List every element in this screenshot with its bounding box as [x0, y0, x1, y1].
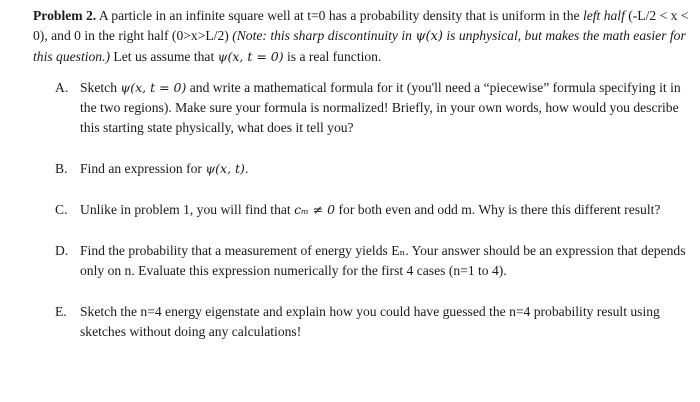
part-c [33, 200, 690, 220]
part-letter: B. [55, 161, 68, 176]
part-text: . [244, 161, 249, 176]
part-d [33, 241, 690, 281]
part-letter: C. [55, 202, 68, 217]
part-text: for both even and odd m. Why is there this different result? [335, 202, 661, 217]
part-math: cₘ ≠ 0 [294, 202, 336, 217]
part-letter: A. [55, 80, 69, 95]
part-b [33, 159, 690, 179]
psi-x-math: ψ(x) [415, 29, 443, 44]
part-letter: D. [55, 243, 69, 258]
part-math: ψ(x, t) [205, 161, 245, 176]
intro-text-3: Let us assume that [110, 49, 218, 64]
note-text-2: is unphysical, but makes the math easier for this question.) [33, 28, 686, 64]
note-text-1: (Note: this sharp discontinuity in [232, 28, 416, 43]
part-e [33, 302, 690, 342]
psi-x-t0-math: ψ(x, t = 0) [217, 49, 284, 64]
problem-statement [33, 6, 690, 67]
part-text: Find an expression for [80, 161, 206, 176]
part-text: Sketch [80, 80, 121, 95]
left-half-text: left half [582, 8, 625, 23]
intro-text-2: (-L/2 < x < 0), and 0 in the right half (0>x>L/2) [33, 8, 689, 43]
intro-text-1: A particle in an infinite square well at t=0 has a probability density that is uniform in the [96, 8, 583, 23]
part-text: Unlike in problem 1, you will find that [80, 202, 295, 217]
problem-label: Problem 2. [33, 8, 97, 23]
part-text: Sketch the n=4 energy eigenstate and explain how you could have guessed the n=4 probability result using sketches without doing any calculations! [80, 304, 660, 339]
part-letter: E. [55, 304, 67, 319]
part-text: Find the probability that a measurement of energy yields Eₙ. Your answer should be an expression that depends only on n. Evaluate this expression numerically for the first 4 cases (n=1 to 4). [80, 243, 686, 278]
part-math: ψ(x, t = 0) [120, 80, 187, 95]
intro-text-4: is a real function. [283, 49, 382, 64]
part-a [33, 78, 690, 138]
part-text: and write a mathematical formula for it (you'll need a “piecewise” formula specifying it in the two regions). Make sure your formula is normalized! Briefly, in your own words, how would you describe this starting state physically, what does it tell you? [80, 80, 681, 135]
